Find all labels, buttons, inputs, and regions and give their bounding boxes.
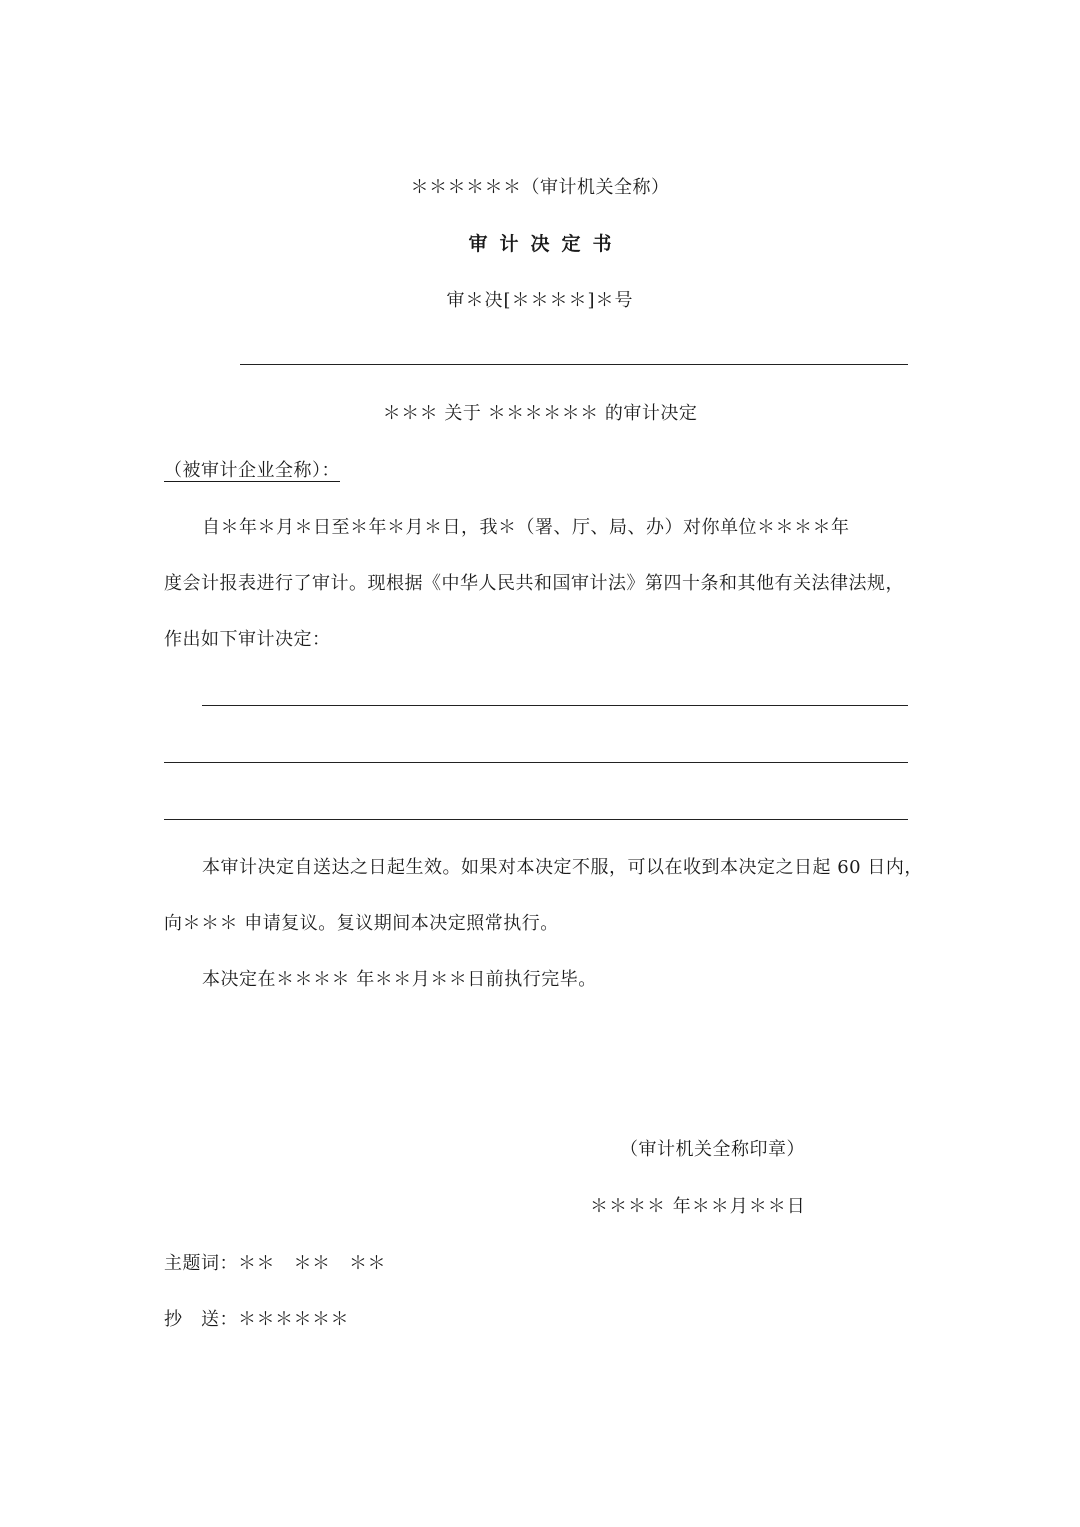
document-title: 审计决定书 (468, 233, 624, 255)
body-paragraph-1-line-2: 度会计报表进行了审计。现根据《中华人民共和国审计法》第四十条和其他有关法律法规， (164, 573, 904, 594)
seal-placeholder: （审计机关全称印章） (620, 1139, 805, 1160)
audit-org-name: ＊＊＊＊＊＊（审计机关全称） (410, 177, 670, 198)
decision-heading: ＊＊＊ 关于 ＊＊＊＊＊＊ 的审计决定 (382, 403, 698, 424)
body-paragraph-1-line-1: 自＊年＊月＊日至＊年＊月＊日，我＊（署、厅、局、办）对你单位＊＊＊＊年 (202, 517, 850, 538)
signature-date: ＊＊＊＊ 年＊＊月＊＊日 (590, 1196, 806, 1217)
decision-blank-line-1 (202, 705, 908, 706)
decision-blank-line-3 (164, 819, 908, 820)
document-number: 审＊决[＊＊＊＊]＊号 (446, 290, 634, 311)
body-paragraph-3: 本决定在＊＊＊＊ 年＊＊月＊＊日前执行完毕。 (202, 969, 597, 990)
recipient-line: （被审计企业全称）： (164, 460, 340, 481)
body-paragraph-2-line-1: 本审计决定自送达之日起生效。如果对本决定不服，可以在收到本决定之日起 60 日内， (202, 857, 923, 878)
carbon-copy: 抄 送：＊＊＊＊＊＊ (164, 1309, 349, 1330)
subject-keywords: 主题词：＊＊ ＊＊ ＊＊ (164, 1253, 386, 1274)
body-paragraph-1-line-3: 作出如下审计决定： (164, 629, 331, 650)
body-paragraph-2-line-2: 向＊＊＊ 申请复议。复议期间本决定照常执行。 (164, 913, 559, 934)
decision-blank-line-2 (164, 762, 908, 763)
header-divider (240, 364, 908, 365)
